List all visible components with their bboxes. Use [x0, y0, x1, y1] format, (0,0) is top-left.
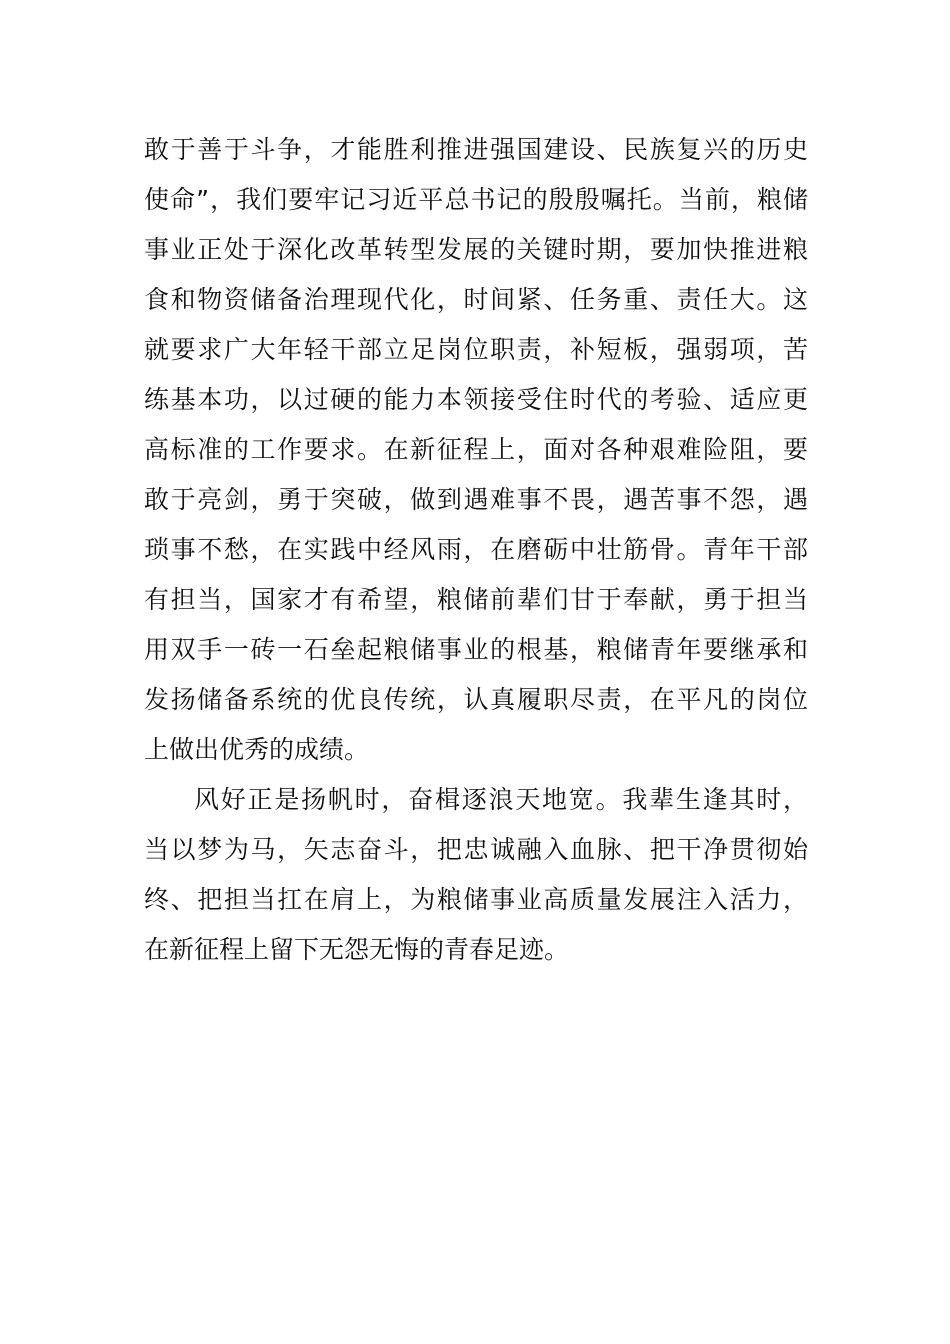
text-line: 风好正是扬帆时，奋楫逐浪天地宽。我辈生逢其时，: [194, 785, 808, 814]
text-line: 琐事不愁，在实践中经风雨，在磨砺中壮筋骨。青年干部: [144, 535, 808, 564]
text-line: 练基本功，以过硬的能力本领接受住时代的考验、适应更: [144, 385, 808, 414]
text-line: 在新征程上留下无怨无悔的青春足迹。: [144, 935, 570, 964]
document-body: [144, 125, 808, 975]
text-line: 就要求广大年轻干部立足岗位职责，补短板，强弱项，苦: [144, 335, 808, 364]
text-line: 终、把担当扛在肩上，为粮储事业高质量发展注入活力，: [144, 885, 808, 914]
text-line: 敢于善于斗争，才能胜利推进强国建设、民族复兴的历史: [144, 135, 808, 164]
text-line: 食和物资储备治理现代化，时间紧、任务重、责任大。这: [144, 285, 808, 314]
text-line: 使命”，我们要牢记习近平总书记的殷殷嘱托。当前，粮储: [144, 185, 808, 214]
text-line: 当以梦为马，矢志奋斗，把忠诚融入血脉、把干净贯彻始: [144, 835, 808, 864]
paragraph-1: [144, 125, 808, 775]
text-line: 有担当，国家才有希望，粮储前辈们甘于奉献，勇于担当: [144, 585, 808, 614]
text-line: 用双手一砖一石垒起粮储事业的根基，粮储青年要继承和: [144, 635, 808, 664]
text-line: 发扬储备系统的优良传统，认真履职尽责，在平凡的岗位: [144, 685, 808, 714]
text-line: 事业正处于深化改革转型发展的关键时期，要加快推进粮: [144, 235, 808, 264]
paragraph-2: [144, 775, 808, 975]
text-line: 上做出优秀的成绩。: [144, 735, 370, 764]
text-line: 高标准的工作要求。在新征程上，面对各种艰难险阻，要: [144, 435, 808, 464]
text-line: 敢于亮剑，勇于突破，做到遇难事不畏，遇苦事不怨，遇: [144, 485, 808, 514]
